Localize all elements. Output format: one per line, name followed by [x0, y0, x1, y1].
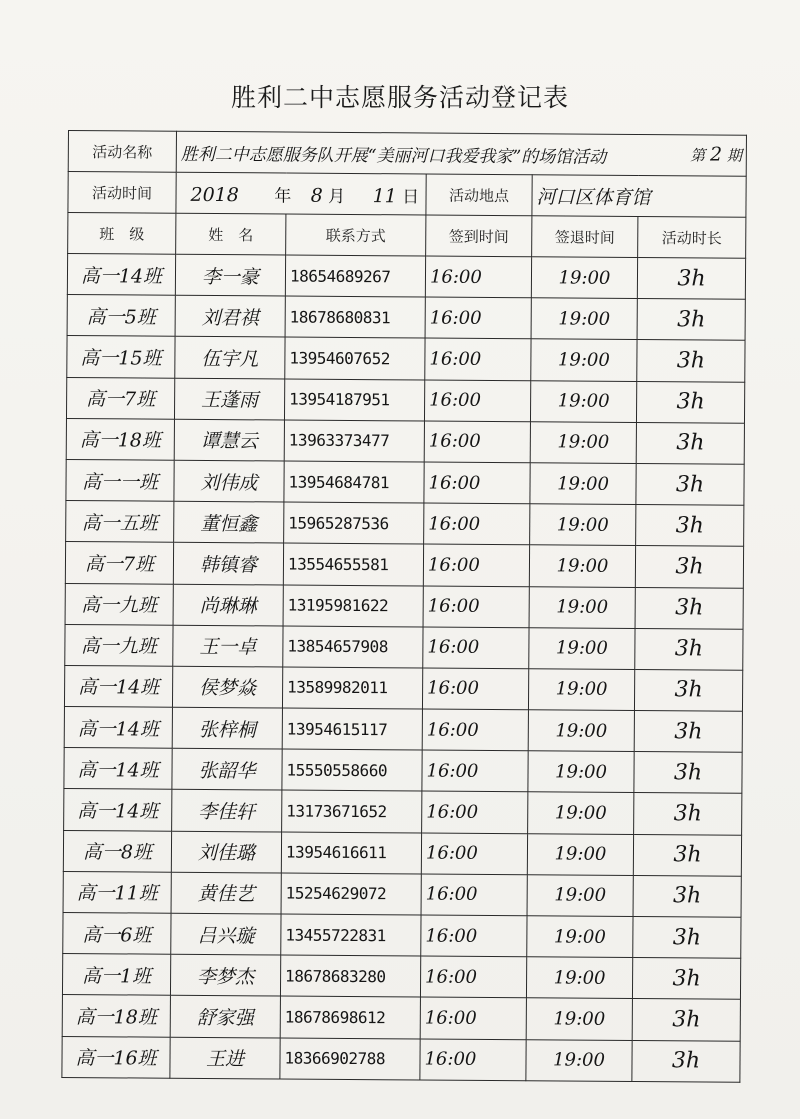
duration-cell: 3h — [633, 916, 741, 958]
sign-out-cell: 19:00 — [528, 792, 634, 834]
sign-in-cell: 16:00 — [423, 627, 529, 669]
table-row — [65, 542, 743, 588]
phone-cell: 13954615117 — [282, 708, 422, 750]
class-cell: 高一九班 — [65, 583, 173, 625]
sign-in-cell: 16:00 — [420, 956, 526, 998]
date-year: 2018 — [190, 183, 239, 206]
activity-name-label: 活动名称 — [68, 131, 176, 173]
class-cell: 高一14班 — [64, 665, 172, 707]
sign-out-cell: 19:00 — [527, 875, 633, 917]
duration-cell: 3h — [635, 628, 743, 670]
sign-out-cell: 19:00 — [527, 833, 633, 875]
activity-name-cell — [176, 131, 746, 176]
name-cell: 张韶华 — [172, 748, 282, 790]
phone-cell: 13589982011 — [282, 667, 422, 709]
name-cell: 王蓬雨 — [174, 378, 284, 420]
class-cell: 高一九班 — [65, 624, 173, 666]
table-row — [63, 871, 741, 917]
phone-cell: 13554655581 — [283, 543, 423, 585]
name-cell: 李梦杰 — [170, 954, 280, 996]
sign-in-cell: 16:00 — [421, 833, 527, 875]
activity-name-row — [68, 131, 746, 177]
duration-cell: 3h — [632, 958, 740, 1000]
sign-in-cell: 16:00 — [421, 874, 527, 916]
table-row — [64, 748, 742, 794]
class-cell: 高一7班 — [65, 542, 173, 584]
table-row — [62, 995, 740, 1041]
duration-cell: 3h — [634, 793, 742, 835]
sign-out-cell: 19:00 — [528, 710, 634, 752]
table-row — [62, 954, 740, 1000]
table-row — [64, 789, 742, 835]
sign-out-cell: 19:00 — [529, 627, 635, 669]
duration-cell: 3h — [632, 999, 740, 1041]
class-cell: 高一18班 — [62, 995, 170, 1037]
phone-cell: 18678683280 — [280, 955, 420, 997]
sign-in-cell: 16:00 — [424, 380, 530, 422]
col-header-sign-out: 签退时间 — [532, 216, 638, 258]
duration-cell: 3h — [636, 381, 744, 423]
sign-out-cell: 19:00 — [528, 669, 634, 711]
name-cell: 伍宇凡 — [175, 337, 285, 379]
class-cell: 高一14班 — [64, 748, 172, 790]
duration-cell: 3h — [634, 669, 742, 711]
class-cell: 高一16班 — [62, 1036, 170, 1078]
class-cell: 高一14班 — [64, 789, 172, 831]
sign-in-cell: 16:00 — [423, 544, 529, 586]
date-month: 8 — [310, 184, 323, 207]
duration-cell: 3h — [634, 711, 742, 753]
sign-out-cell: 19:00 — [529, 545, 635, 587]
duration-cell: 3h — [637, 257, 745, 299]
phone-cell: 13954607652 — [285, 337, 425, 379]
col-header-contact: 联系方式 — [286, 214, 426, 256]
col-header-name: 姓 名 — [176, 213, 286, 255]
class-cell: 高一7班 — [66, 377, 174, 419]
name-cell: 刘伟成 — [174, 460, 284, 502]
duration-cell: 3h — [636, 422, 744, 464]
table-row — [67, 295, 745, 341]
name-cell: 黄佳艺 — [171, 872, 281, 914]
sign-in-cell: 16:00 — [422, 709, 528, 751]
sign-in-cell: 16:00 — [422, 750, 528, 792]
duration-cell: 3h — [636, 463, 744, 505]
sign-in-cell: 16:00 — [422, 791, 528, 833]
phone-cell: 13455722831 — [281, 914, 421, 956]
duration-cell: 3h — [634, 752, 742, 794]
sign-in-cell: 16:00 — [424, 462, 530, 504]
activity-name-value: 胜利二中志愿服务队开展“美丽河口我爱我家”的场馆活动 — [180, 144, 607, 168]
col-header-sign-in: 签到时间 — [426, 215, 532, 257]
duration-cell: 3h — [637, 299, 745, 341]
table-row — [64, 707, 742, 753]
sign-out-cell: 19:00 — [529, 586, 635, 628]
table-row — [66, 501, 744, 547]
sign-out-cell: 19:00 — [527, 916, 633, 958]
duration-cell: 3h — [633, 875, 741, 917]
phone-cell: 15550558660 — [282, 749, 422, 791]
table-row — [62, 1036, 740, 1082]
sign-out-cell: 19:00 — [531, 298, 637, 340]
name-cell: 侯梦焱 — [172, 666, 282, 708]
duration-cell: 3h — [636, 505, 744, 547]
phone-cell: 13954684781 — [284, 461, 424, 503]
sign-out-cell: 19:00 — [530, 421, 636, 463]
activity-date-cell — [176, 172, 426, 215]
name-cell: 张梓桐 — [172, 707, 282, 749]
name-cell: 谭慧云 — [174, 419, 284, 461]
class-cell: 高一5班 — [67, 295, 175, 337]
name-cell: 吕兴璇 — [171, 913, 281, 955]
class-cell: 高一一班 — [66, 459, 174, 501]
activity-place-label: 活动地点 — [426, 174, 532, 216]
class-cell: 高一五班 — [66, 501, 174, 543]
activity-place-value: 河口区体育馆 — [532, 175, 746, 217]
table-row — [66, 377, 744, 423]
class-cell: 高一6班 — [63, 912, 171, 954]
table-row — [67, 336, 745, 382]
phone-cell: 18654689267 — [285, 255, 425, 297]
day-label: 日 — [402, 186, 420, 207]
phone-cell: 13963373477 — [284, 420, 424, 462]
sign-in-cell: 16:00 — [425, 338, 531, 380]
name-cell: 刘佳璐 — [171, 831, 281, 873]
sign-in-cell: 16:00 — [424, 421, 530, 463]
name-cell: 王一卓 — [173, 625, 283, 667]
duration-cell: 3h — [633, 834, 741, 876]
sign-in-cell: 16:00 — [420, 997, 526, 1039]
name-cell: 刘君祺 — [175, 295, 285, 337]
sign-out-cell: 19:00 — [530, 504, 636, 546]
phone-cell: 15254629072 — [281, 873, 421, 915]
class-cell: 高一18班 — [66, 418, 174, 460]
table-row — [66, 459, 744, 505]
sign-out-cell: 19:00 — [526, 957, 632, 999]
class-cell: 高一1班 — [62, 954, 170, 996]
sign-out-cell: 19:00 — [531, 339, 637, 381]
sign-in-cell: 16:00 — [421, 915, 527, 957]
table-row — [64, 665, 742, 711]
sign-in-cell: 16:00 — [425, 256, 531, 298]
activity-time-label: 活动时间 — [68, 172, 176, 214]
month-label: 月 — [328, 186, 346, 207]
period-prefix: 第 — [690, 145, 706, 164]
name-cell: 李一豪 — [175, 254, 285, 296]
date-day: 11 — [372, 184, 397, 207]
phone-cell: 18366902788 — [280, 1038, 420, 1080]
sign-in-cell: 16:00 — [422, 668, 528, 710]
col-header-class: 班 级 — [68, 213, 176, 255]
class-cell: 高一11班 — [63, 871, 171, 913]
column-header-row — [68, 213, 746, 259]
table-row — [67, 254, 745, 300]
class-cell: 高一8班 — [63, 830, 171, 872]
sign-out-cell: 19:00 — [526, 998, 632, 1040]
name-cell: 舒家强 — [170, 996, 280, 1038]
class-cell: 高一14班 — [67, 254, 175, 296]
sign-out-cell: 19:00 — [528, 751, 634, 793]
sign-out-cell: 19:00 — [530, 380, 636, 422]
phone-cell: 13954187951 — [284, 379, 424, 421]
table-row — [65, 583, 743, 629]
table-row — [65, 624, 743, 670]
table-row — [63, 830, 741, 876]
activity-period — [690, 143, 742, 165]
sign-in-cell: 16:00 — [423, 585, 529, 627]
phone-cell: 18678680831 — [285, 296, 425, 338]
phone-cell: 15965287536 — [284, 502, 424, 544]
class-cell: 高一15班 — [67, 336, 175, 378]
table-row — [63, 912, 741, 958]
duration-cell: 3h — [637, 340, 745, 382]
class-cell: 高一14班 — [64, 707, 172, 749]
table-row — [66, 418, 744, 464]
period-suffix: 期 — [726, 146, 742, 165]
sign-out-cell: 19:00 — [531, 257, 637, 299]
phone-cell: 13854657908 — [283, 626, 423, 668]
name-cell: 王进 — [170, 1037, 280, 1079]
sign-out-cell: 19:00 — [526, 1039, 632, 1081]
sign-out-cell: 19:00 — [530, 463, 636, 505]
phone-cell: 13195981622 — [283, 585, 423, 627]
duration-cell: 3h — [632, 1040, 740, 1082]
name-cell: 尚琳琳 — [173, 584, 283, 626]
activity-time-row — [68, 172, 746, 218]
year-label: 年 — [274, 185, 292, 207]
sign-in-cell: 16:00 — [425, 297, 531, 339]
phone-cell: 18678698612 — [280, 996, 420, 1038]
registration-table — [61, 130, 747, 1082]
name-cell: 韩镇睿 — [173, 543, 283, 585]
period-value: 2 — [709, 142, 723, 166]
duration-cell: 3h — [635, 546, 743, 588]
col-header-duration: 活动时长 — [638, 216, 746, 258]
phone-cell: 13954616611 — [281, 832, 421, 874]
name-cell: 李佳轩 — [172, 790, 282, 832]
name-cell: 董恒鑫 — [174, 501, 284, 543]
duration-cell: 3h — [635, 587, 743, 629]
form-title: 胜利二中志愿服务活动登记表 — [230, 83, 569, 112]
sign-in-cell: 16:00 — [420, 1039, 526, 1081]
sign-in-cell: 16:00 — [424, 503, 530, 545]
phone-cell: 13173671652 — [282, 790, 422, 832]
